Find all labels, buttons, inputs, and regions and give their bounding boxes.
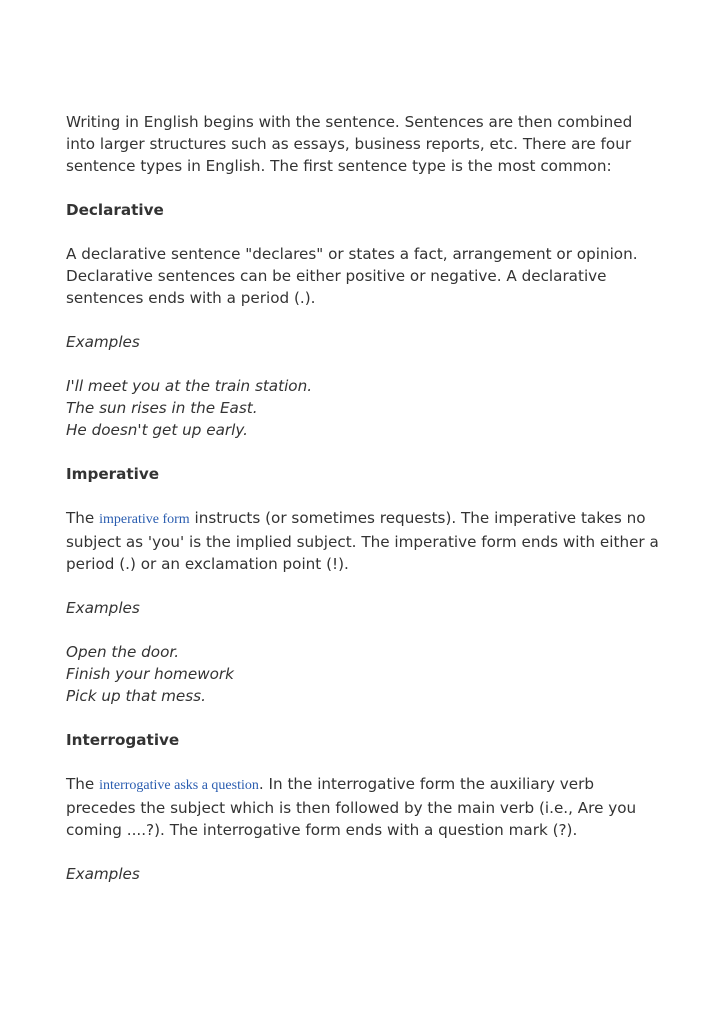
example-sentence: I'll meet you at the train station. [66, 377, 313, 395]
imperative-heading: Imperative [66, 465, 160, 483]
example-sentence: He doesn't get up early. [66, 421, 248, 439]
imperative-examples-label: Examples [66, 599, 140, 617]
imperative-paragraph [66, 507, 666, 575]
intro-paragraph: Writing in English begins with the sentence. Sentences are then combined into larger structures such as essays, business reports, etc. There are four sentence types in English. The first sentence type is the most common: [66, 113, 633, 175]
example-sentence: Open the door. [66, 643, 180, 661]
interrogative-examples-label: Examples [66, 865, 140, 883]
declarative-heading: Declarative [66, 201, 164, 219]
imperative-text-before: The [66, 509, 100, 527]
interrogative-link[interactable]: interrogative asks a question [99, 778, 259, 793]
example-sentence: Finish your homework [66, 665, 234, 683]
imperative-text-after: instructs (or sometimes requests). The imperative takes no subject as 'you' is the implied subject. The imperative form ends with either a period (.) or an exclamation point (!). [66, 509, 659, 573]
declarative-examples-label: Examples [66, 333, 140, 351]
interrogative-heading: Interrogative [66, 731, 180, 749]
declarative-paragraph: A declarative sentence "declares" or states a fact, arrangement or opinion. Declarative sentences can be either positive or negative. A declarative sentences ends with a period (.). [66, 245, 638, 307]
example-sentence: The sun rises in the East. [66, 399, 258, 417]
declarative-examples-list [66, 375, 666, 441]
interrogative-paragraph [66, 773, 666, 841]
imperative-examples-list [66, 641, 666, 707]
document-page [66, 111, 666, 907]
example-sentence: Pick up that mess. [66, 687, 206, 705]
interrogative-text-after: . In the interrogative form the auxiliary verb precedes the subject which is then followed by the main verb (i.e., Are you coming ....?). The interrogative form ends with a question mark (?). [66, 775, 637, 839]
interrogative-text-before: The [66, 775, 100, 793]
imperative-form-link[interactable]: imperative form [99, 512, 190, 527]
